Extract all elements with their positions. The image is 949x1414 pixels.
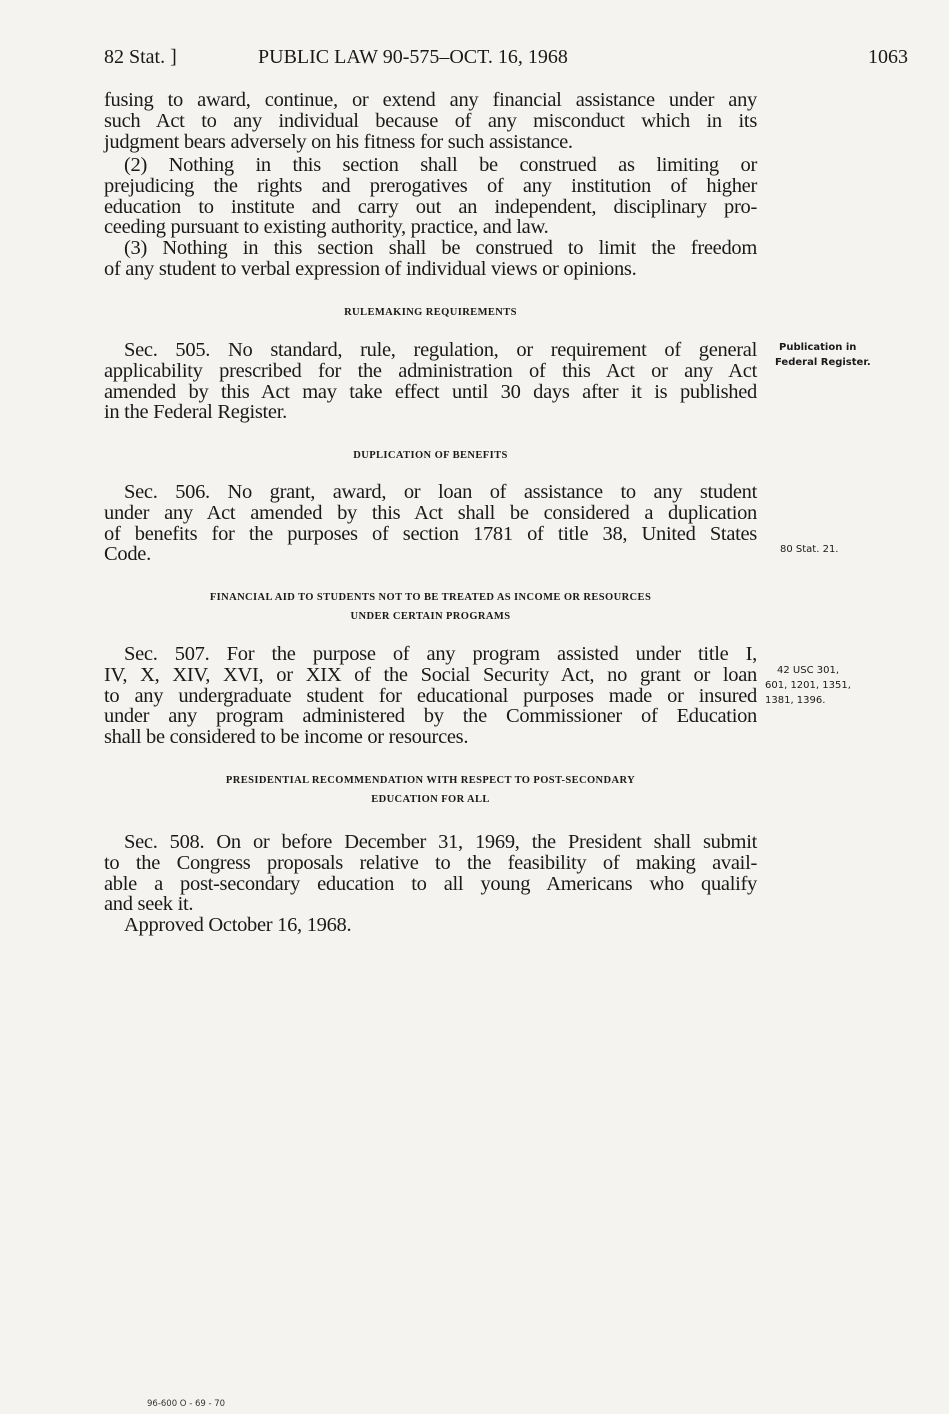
- margin-note: [765, 663, 851, 708]
- text-line: of any student to verbal expression of individual views or opinions.: [104, 257, 637, 280]
- margin-note-line: Federal Register.: [775, 357, 871, 368]
- page-number: 1063: [868, 46, 908, 68]
- paragraph: [104, 915, 757, 936]
- paragraph: [104, 644, 757, 748]
- margin-note: [780, 542, 838, 557]
- text-line: and seek it.: [104, 893, 194, 916]
- text-line: Sec. 508. On or before December 31, 1969, the President shall submit: [124, 831, 757, 853]
- margin-note-line: 601, 1201, 1351,: [765, 680, 851, 691]
- text-line: Code.: [104, 543, 151, 566]
- paragraph: [104, 90, 757, 152]
- text-line: prejudicing the rights and prerogatives of any institution of higher: [104, 174, 757, 197]
- margin-note: [775, 340, 871, 370]
- text-line: EDUCATION FOR ALL: [371, 794, 490, 805]
- text-line: fusing to award, continue, or extend any financial assistance under any: [104, 89, 757, 111]
- running-head-title: PUBLIC LAW 90-575–OCT. 16, 1968: [258, 46, 568, 68]
- text-line: Sec. 507. For the purpose of any program assisted under title I,: [124, 643, 757, 665]
- paragraph: [104, 340, 757, 423]
- text-line: DUPLICATION OF BENEFITS: [353, 450, 508, 461]
- paragraph: [104, 155, 757, 238]
- text-line: (3) Nothing in this section shall be construed to limit the freedom: [124, 237, 757, 259]
- margin-note-line: 1381, 1396.: [765, 695, 826, 706]
- print-code-footer: 96-600 O - 69 - 70: [147, 1399, 226, 1409]
- text-line: under any Act amended by this Act shall be considered a duplication: [104, 501, 757, 524]
- text-line: Sec. 505. No standard, rule, regulation, or requirement of general: [124, 339, 757, 361]
- section-heading: [104, 588, 757, 626]
- text-line: Approved October 16, 1968.: [124, 914, 352, 936]
- text-line: judgment bears adversely on his fitness for such assistance.: [104, 130, 573, 153]
- paragraph: [104, 482, 757, 565]
- section-heading: [104, 446, 757, 465]
- text-line: to any undergraduate student for educational purposes made or insured: [104, 684, 757, 707]
- section-heading: [104, 303, 757, 322]
- margin-note-line: 80 Stat. 21.: [780, 544, 839, 555]
- text-line: PRESIDENTIAL RECOMMENDATION WITH RESPECT TO POST-SECONDARY: [225, 775, 636, 786]
- text-line: able a post-secondary education to all young Americans who qualify: [104, 872, 757, 895]
- text-line: amended by this Act may take effect until 30 days after it is published: [104, 380, 757, 403]
- text-line: IV, X, XIV, XVI, or XIX of the Social Security Act, no grant or loan: [104, 663, 757, 686]
- text-line: applicability prescribed for the administration of this Act or any Act: [104, 359, 757, 382]
- margin-note-line: 42 USC 301,: [777, 665, 839, 676]
- text-line: in the Federal Register.: [104, 401, 287, 424]
- text-line: such Act to any individual because of any misconduct which in its: [104, 109, 757, 132]
- paragraph: [104, 238, 757, 280]
- text-line: shall be considered to be income or resources.: [104, 726, 469, 749]
- text-line: FINANCIAL AID TO STUDENTS NOT TO BE TREATED AS INCOME OR RESOURCES: [209, 592, 652, 603]
- text-line: to the Congress proposals relative to the feasibility of making avail-: [104, 851, 757, 874]
- text-line: of benefits for the purposes of section 1781 of title 38, United States: [104, 522, 757, 545]
- text-line: education to institute and carry out an independent, disciplinary pro-: [104, 195, 757, 218]
- text-line: UNDER CERTAIN PROGRAMS: [350, 611, 511, 622]
- text-line: RULEMAKING REQUIREMENTS: [344, 307, 517, 318]
- text-line: ceeding pursuant to existing authority, practice, and law.: [104, 216, 549, 239]
- text-line: Sec. 506. No grant, award, or loan of assistance to any student: [124, 481, 757, 503]
- text-line: under any program administered by the Commissioner of Education: [104, 705, 757, 728]
- text-line: (2) Nothing in this section shall be construed as limiting or: [124, 154, 757, 176]
- section-heading: [104, 771, 757, 809]
- paragraph: [104, 832, 757, 915]
- margin-note-line: Publication in: [779, 342, 857, 353]
- running-head-left: 82 Stat. ]: [104, 46, 177, 68]
